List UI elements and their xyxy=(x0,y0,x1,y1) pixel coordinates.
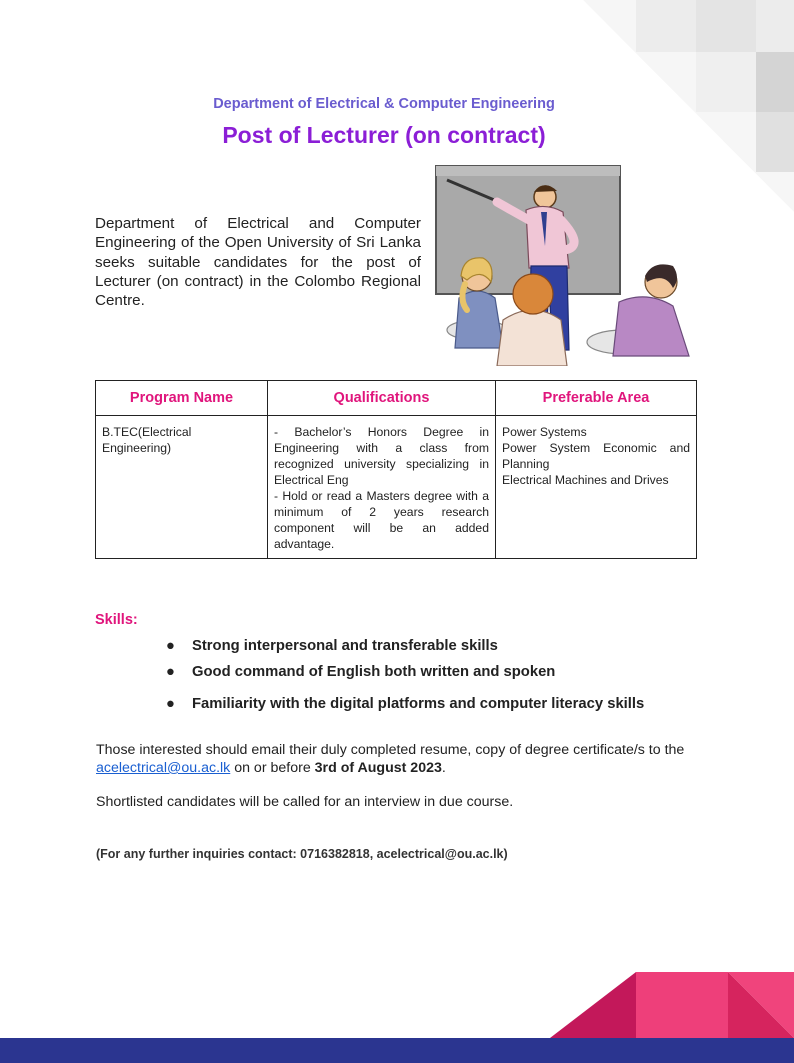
email-link[interactable]: acelectrical@ou.ac.lk xyxy=(96,760,231,776)
preferable-area-item: Power System Economic and Planning xyxy=(502,441,690,471)
list-item xyxy=(166,636,726,662)
column-header-qualifications: Qualifications xyxy=(268,381,496,416)
program-name: B.TEC(Electrical Engineering) xyxy=(102,425,192,455)
shortlist-note: Shortlisted candidates will be called for an interview in due course. xyxy=(96,794,514,810)
department-heading: Department of Electrical & Computer Engineering xyxy=(213,96,555,112)
preferable-area-item: Electrical Machines and Drives xyxy=(502,473,669,487)
column-header-preferable-area: Preferable Area xyxy=(496,381,697,416)
skills-list xyxy=(166,636,726,720)
lecturer-teaching-students-illustration xyxy=(433,160,699,366)
preferable-area-item: Power Systems xyxy=(502,425,587,439)
qualification-item: - Hold or read a Masters degree with a minimum of 2 years research component will be an added advantage. xyxy=(274,489,489,551)
qualification-item: - Bachelor’s Honors Degree in Engineering with a class from recognized university specializing in Electrical Eng xyxy=(274,425,489,487)
apply-text-after: . xyxy=(441,760,446,776)
skill-text: Good command of English both written and spoken xyxy=(192,664,556,680)
program-name-cell xyxy=(96,416,268,559)
skills-heading: Skills: xyxy=(95,612,138,628)
preferable-area-cell xyxy=(496,416,697,559)
skill-text: Familiarity with the digital platforms and computer literacy skills xyxy=(192,696,645,712)
application-instructions xyxy=(96,741,698,777)
column-header-program-name: Program Name xyxy=(96,381,268,416)
bullet-icon: ● xyxy=(166,638,175,654)
apply-text-before: Those interested should email their duly completed resume, copy of degree certificate/s to the xyxy=(96,742,685,758)
positions-table xyxy=(95,380,697,559)
skill-text: Strong interpersonal and transferable skills xyxy=(192,638,498,654)
post-title: Post of Lecturer (on contract) xyxy=(222,122,546,148)
table-row xyxy=(96,416,697,559)
intro-paragraph: Department of Electrical and Computer Engineering of the Open University of Sri Lanka seeks suitable candidates for the post of Lecturer (on contract) in the Colombo Regional Centre. xyxy=(95,215,421,310)
inquiries-contact: (For any further inquiries contact: 0716382818, acelectrical@ou.ac.lk) xyxy=(96,847,508,861)
list-item xyxy=(166,662,726,688)
qualifications-cell xyxy=(268,416,496,559)
apply-text-middle: on or before xyxy=(230,760,315,776)
corner-decoration-bottom-right xyxy=(0,960,794,1063)
deadline-date: 3rd of August 2023 xyxy=(314,760,442,776)
bullet-icon: ● xyxy=(166,696,175,712)
list-item xyxy=(166,694,726,720)
bullet-icon: ● xyxy=(166,664,175,680)
table-header-row xyxy=(96,381,697,416)
